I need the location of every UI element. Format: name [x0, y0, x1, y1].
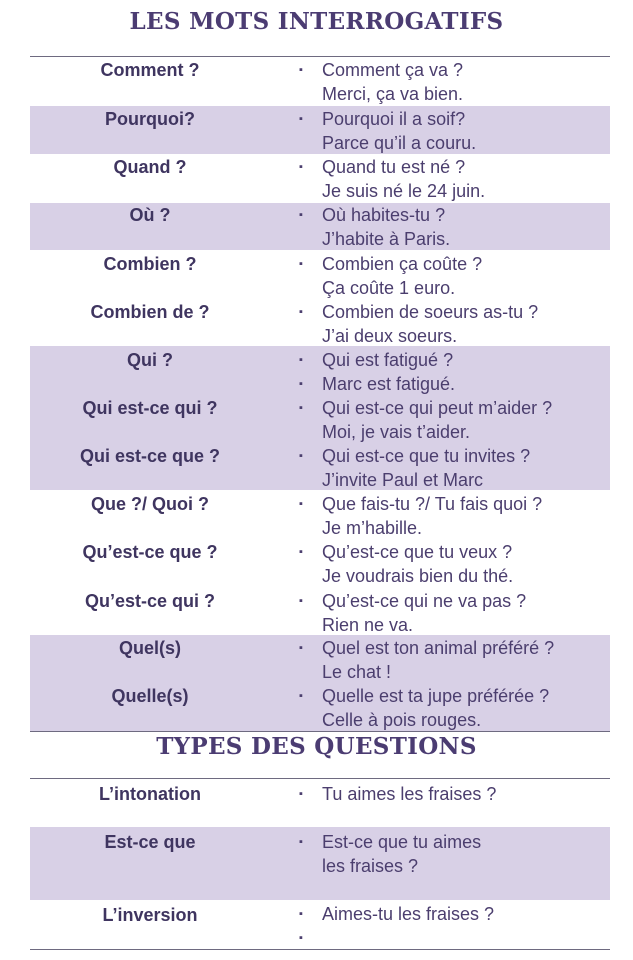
divider [30, 778, 610, 779]
bullet: ▪ [299, 402, 303, 414]
example-line: Qu’est-ce que tu veux ? [322, 542, 513, 562]
bullet: ▪ [299, 642, 303, 654]
divider [30, 56, 610, 57]
question-word: Qu’est-ce qui ? [84, 591, 216, 611]
example-line: Combien ça coûte ? [322, 254, 483, 274]
bullet: ▪ [299, 450, 303, 462]
example-line: Ça coûte 1 euro. [322, 278, 456, 298]
question-word: Qui est-ce qui ? [82, 398, 218, 418]
question-type: L’intonation [99, 784, 201, 804]
question-word: Quel(s) [118, 638, 181, 658]
example-line: Est-ce que tu aimes [322, 832, 482, 852]
question-word: Qui ? [127, 350, 173, 370]
bullet: ▪ [299, 908, 303, 920]
example-line: Qui est-ce que tu invites ? [322, 446, 531, 466]
example-line: Celle à pois rouges. [322, 710, 482, 730]
example-line: J’invite Paul et Marc [322, 470, 484, 490]
example-line: Je suis né le 24 juin. [322, 181, 486, 201]
example-line: Je m’habille. [322, 518, 423, 538]
example-line: Marc est fatigué. [322, 374, 456, 394]
question-type: Est-ce que [104, 832, 196, 852]
example-line: Moi, je vais t’aider. [322, 422, 471, 442]
example-line: Que fais-tu ?/ Tu fais quoi ? [322, 494, 543, 514]
bullet: ▪ [299, 546, 303, 558]
question-word: Où ? [129, 205, 171, 225]
bullet: ▪ [299, 64, 303, 76]
question-word: Pourquoi? [105, 109, 195, 129]
bullet: ▪ [299, 788, 303, 800]
bullet: ▪ [299, 498, 303, 510]
example-line: Quelle est ta jupe préférée ? [322, 686, 550, 706]
example-line: Où habites-tu ? [322, 205, 446, 225]
page-title: LES MOTS INTERROGATIFS [129, 8, 504, 35]
example-line: Qu’est-ce qui ne va pas ? [322, 591, 527, 611]
bullet: ▪ [299, 836, 303, 848]
example-line: Parce qu’il a couru. [322, 133, 477, 153]
bullet: ▪ [299, 306, 303, 318]
question-word: Que ?/ Quoi ? [91, 494, 209, 514]
bullet: ▪ [299, 378, 303, 390]
example-line: Merci, ça va bien. [322, 84, 464, 104]
bullet: ▪ [299, 932, 303, 944]
bullet: ▪ [299, 595, 303, 607]
example-line: Quand tu est né ? [322, 157, 466, 177]
example-line: J’ai deux soeurs. [322, 326, 458, 346]
bullet: ▪ [299, 690, 303, 702]
divider [30, 949, 610, 950]
question-word: Quand ? [113, 157, 187, 177]
example-line: Pourquoi il a soif? [322, 109, 466, 129]
bullet: ▪ [299, 161, 303, 173]
example-line: J’habite à Paris. [322, 229, 451, 249]
section-title: TYPES DES QUESTIONS [156, 733, 477, 760]
example-line: Qui est-ce qui peut m’aider ? [322, 398, 553, 418]
example-line: Combien de soeurs as-tu ? [322, 302, 539, 322]
bullet: ▪ [299, 258, 303, 270]
bullet: ▪ [299, 209, 303, 221]
example-line: Qui est fatigué ? [322, 350, 454, 370]
example-line: Rien ne va. [322, 615, 414, 635]
example-line: Aimes-tu les fraises ? [322, 904, 495, 924]
example-line: Comment ça va ? [322, 60, 464, 80]
question-word: Qu’est-ce que ? [82, 542, 218, 562]
question-word: Quelle(s) [111, 686, 189, 706]
example-line: Quel est ton animal préféré ? [322, 638, 555, 658]
question-word: Combien de ? [90, 302, 210, 322]
bullet: ▪ [299, 113, 303, 125]
example-line: Tu aimes les fraises ? [322, 784, 497, 804]
question-type: L’inversion [102, 905, 198, 925]
question-word: Comment ? [100, 60, 200, 80]
question-word: Qui est-ce que ? [79, 446, 221, 466]
example-line: les fraises ? [322, 856, 419, 876]
divider [30, 731, 610, 732]
bullet: ▪ [299, 354, 303, 366]
example-line: Je voudrais bien du thé. [322, 566, 514, 586]
question-word: Combien ? [103, 254, 197, 274]
example-line: Le chat ! [322, 662, 392, 682]
